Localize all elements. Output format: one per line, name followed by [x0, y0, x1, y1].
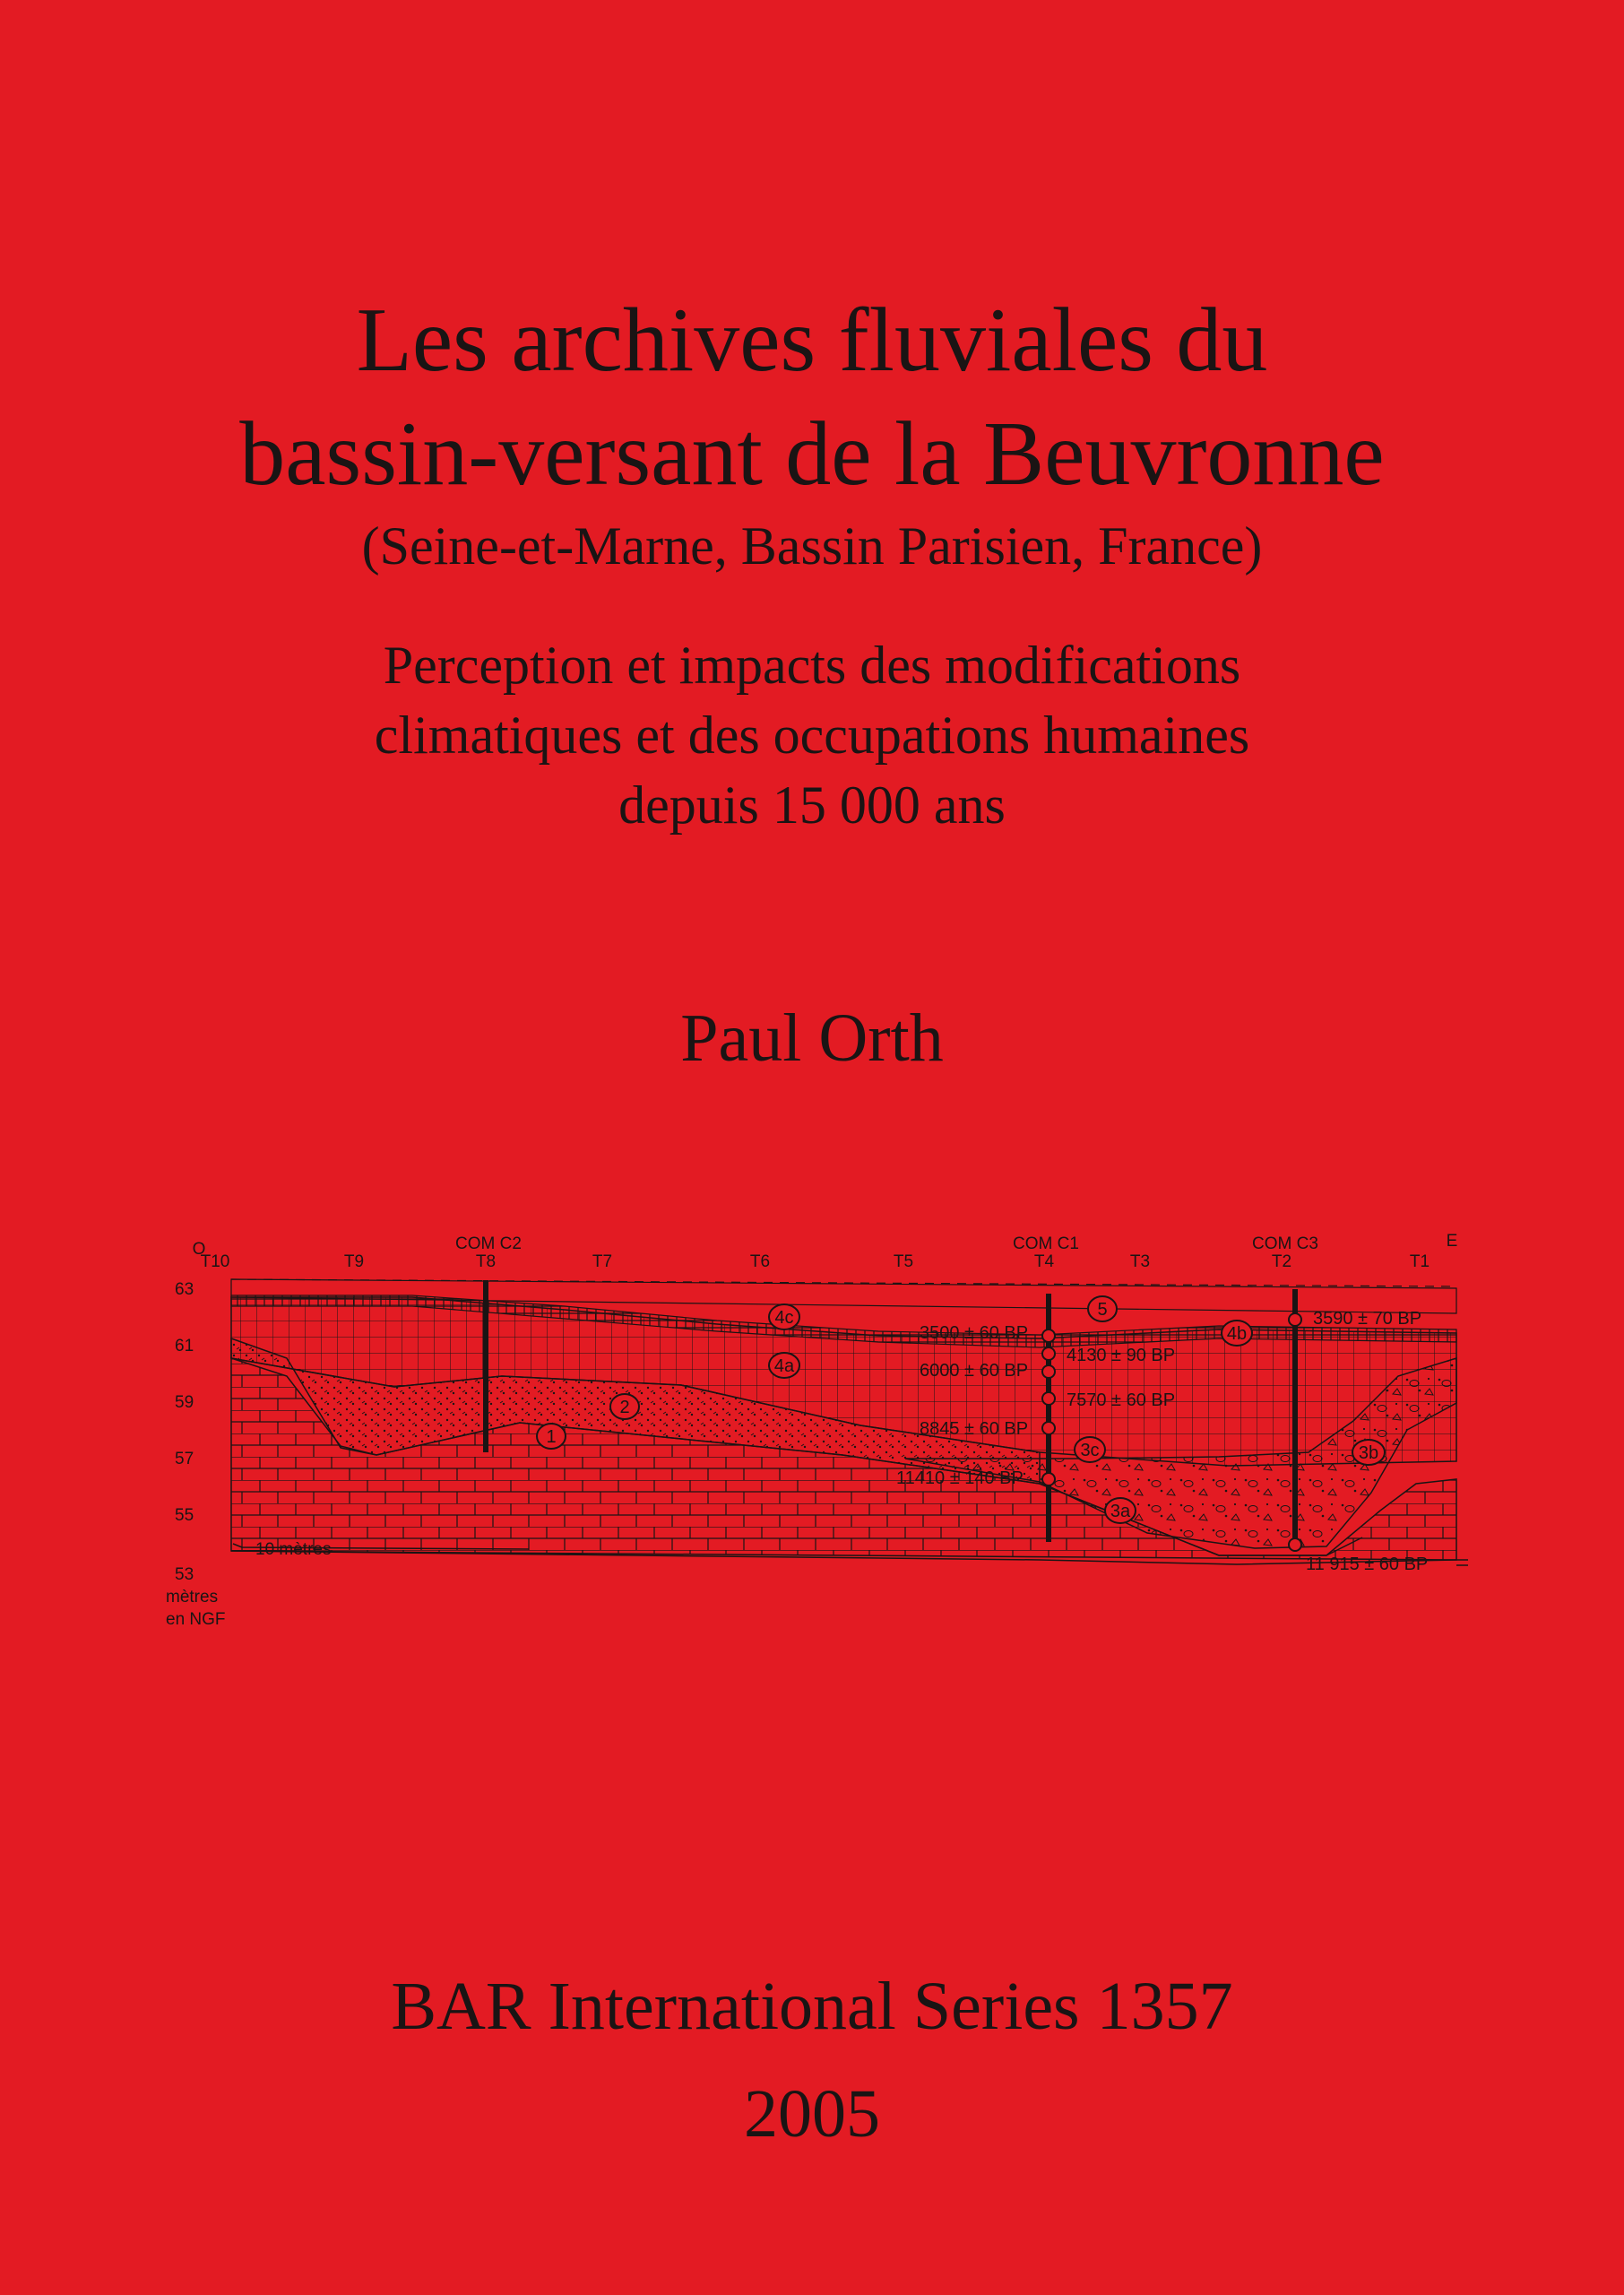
elevation-unit-line-1: mètres — [166, 1588, 219, 1606]
trench-label: T2 — [1271, 1252, 1292, 1271]
elevation-label: 57 — [175, 1450, 194, 1468]
trench-label: T6 — [749, 1252, 771, 1271]
cross-section-drawing — [143, 1224, 1488, 1636]
core-label: COM C3 — [1252, 1234, 1318, 1253]
elevation-label: 55 — [175, 1506, 194, 1525]
radiocarbon-date: 4130 ± 90 BP — [1067, 1346, 1176, 1365]
trench-label: T9 — [343, 1252, 365, 1271]
svg-text:4c: 4c — [774, 1308, 794, 1328]
cross-section-figure — [143, 1224, 1488, 1636]
elevation-label: 53 — [175, 1565, 194, 1584]
radiocarbon-date: 3590 ± 70 BP — [1313, 1309, 1422, 1329]
subtitle-line-2: climatiques et des occupations humaines — [374, 706, 1250, 765]
svg-text:3a: 3a — [1110, 1502, 1131, 1521]
radiocarbon-date: 11410 ± 140 BP — [896, 1468, 1024, 1488]
radiocarbon-date: 11 915 ± 60 BP — [1306, 1555, 1429, 1574]
svg-text:1: 1 — [546, 1427, 557, 1447]
unit-marker — [1222, 1321, 1252, 1346]
svg-text:4b: 4b — [1226, 1324, 1248, 1344]
unit-marker — [1352, 1440, 1385, 1465]
trench-label: T10 — [200, 1252, 230, 1271]
subtitle-line-3: depuis 15 000 ans — [618, 775, 1006, 835]
svg-text:2: 2 — [619, 1398, 630, 1417]
radiocarbon-date: 7570 ± 60 BP — [1067, 1390, 1176, 1410]
unit-marker — [769, 1353, 799, 1378]
elevation-label: 63 — [175, 1280, 194, 1299]
unit-marker — [1075, 1437, 1105, 1462]
trench-label: T7 — [592, 1252, 613, 1271]
series-label: BAR International Series 1357 — [391, 1969, 1233, 2044]
unit-marker — [1088, 1296, 1117, 1321]
radiocarbon-date: 3500 ± 60 BP — [920, 1323, 1029, 1343]
trench-label: T5 — [893, 1252, 914, 1271]
elevation-label: 61 — [175, 1337, 194, 1355]
core-label: COM C2 — [455, 1234, 522, 1253]
subtitle-line-1: Perception et impacts des modifications — [383, 636, 1241, 695]
trench-label: T3 — [1129, 1252, 1151, 1271]
radiocarbon-date: 8845 ± 60 BP — [920, 1419, 1029, 1439]
core-label: COM C1 — [1013, 1234, 1079, 1253]
publication-year: 2005 — [744, 2076, 880, 2152]
trench-label: T4 — [1033, 1252, 1055, 1271]
trench-label: T8 — [475, 1252, 497, 1271]
svg-text:3b: 3b — [1358, 1443, 1379, 1463]
unit-marker — [769, 1304, 799, 1329]
orientation-east: E — [1446, 1232, 1458, 1251]
unit-marker — [537, 1424, 566, 1449]
unit-marker — [1105, 1498, 1136, 1523]
author-name: Paul Orth — [680, 1000, 944, 1076]
book-title-line-2: bassin-versant de la Beuvronne — [239, 403, 1385, 505]
trench-label: T1 — [1409, 1252, 1430, 1271]
orientation-west: O — [192, 1240, 206, 1259]
book-title-location: (Seine-et-Marne, Bassin Parisien, France) — [361, 516, 1263, 576]
svg-text:4a: 4a — [773, 1356, 795, 1376]
svg-text:3c: 3c — [1080, 1441, 1100, 1460]
scale-label: 10 mètres — [255, 1540, 332, 1559]
radiocarbon-date: 6000 ± 60 BP — [920, 1361, 1029, 1381]
book-title-line-1: Les archives fluviales du — [356, 290, 1268, 391]
unit-marker — [610, 1394, 639, 1419]
elevation-label: 59 — [175, 1393, 194, 1412]
elevation-unit-line-2: en NGF — [166, 1610, 226, 1629]
svg-text:5: 5 — [1097, 1300, 1108, 1320]
